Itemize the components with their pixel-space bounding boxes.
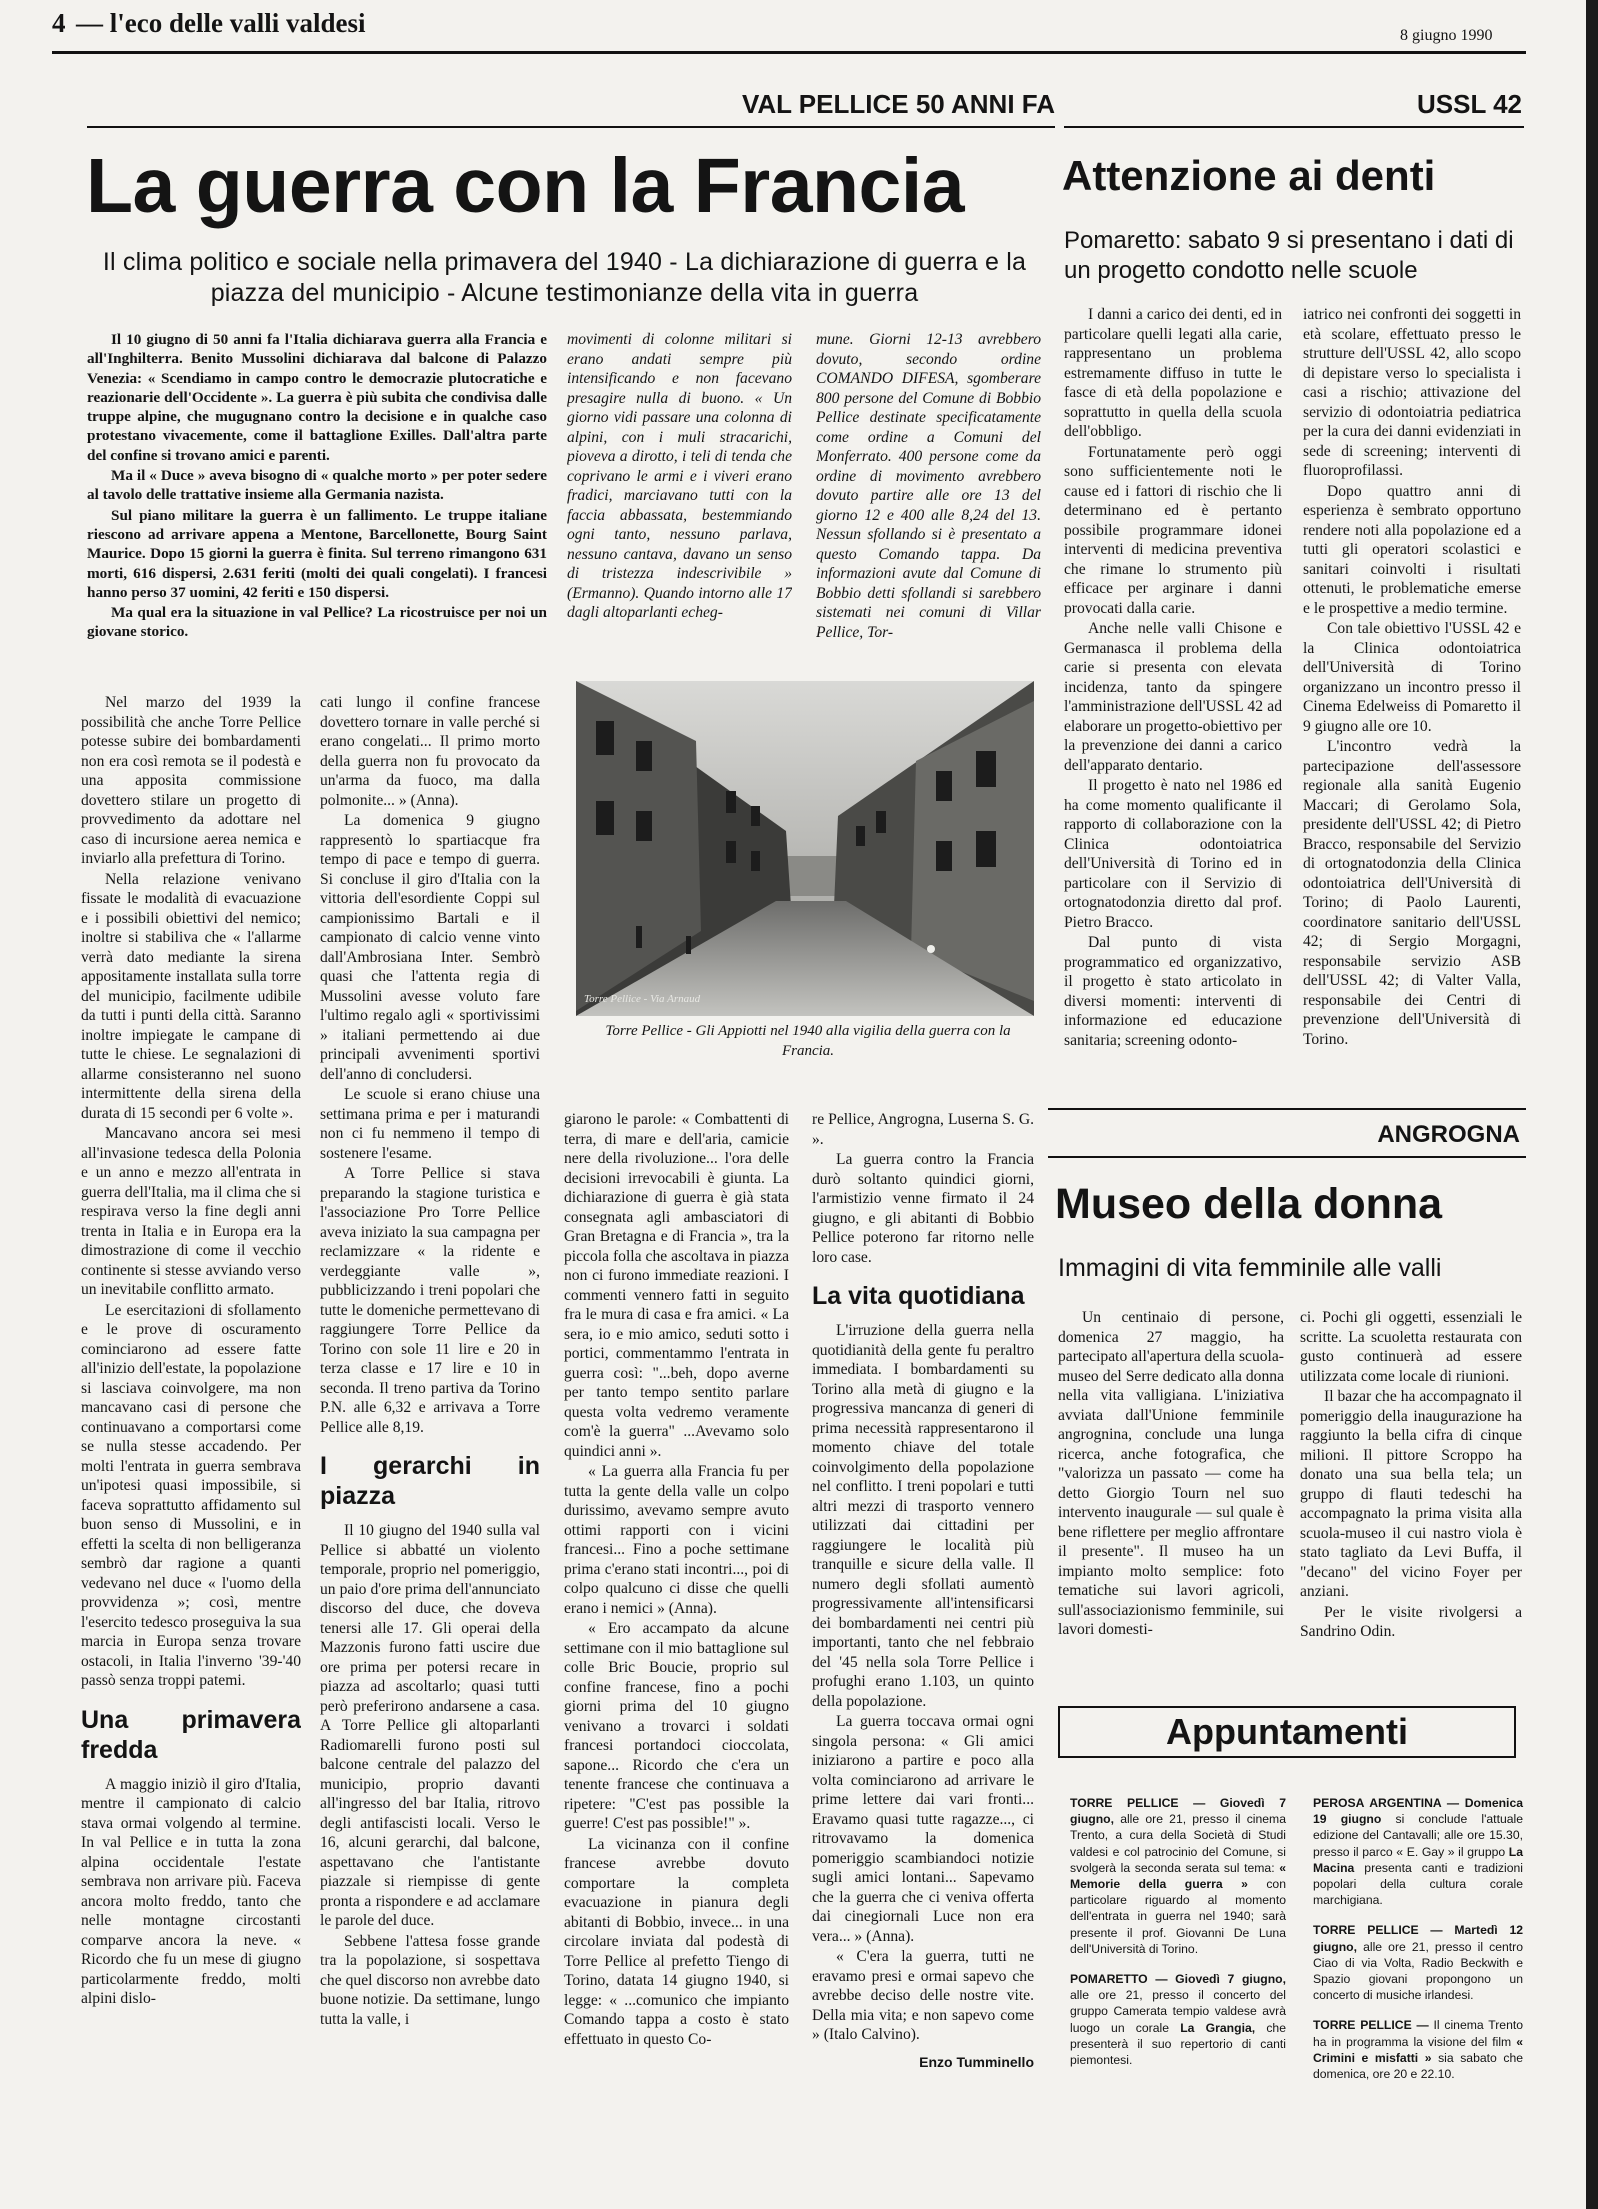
body-paragraph: cati lungo il confine francese dovettero tornare in valle perché si erano congelati... Il primo morto della guerra non fu provocato da un'arma da fuoco, ma dalla polmonite... » (Anna). [320, 694, 540, 809]
event-text: alle ore 21, presso il concerto del gruppo Camerata tempio valdese avrà luogo un corale [1070, 1988, 1286, 2035]
angrogna-column-1 [1058, 1308, 1284, 1666]
event-text: sia sabato che domenica, ore 20 e 22.10. [1313, 2050, 1523, 2082]
event-item [1070, 1795, 1286, 1957]
kicker-rule [87, 126, 1055, 128]
intro-column-1 [87, 330, 547, 682]
body-column-2 [320, 693, 540, 2133]
angrogna-title: Museo della donna [1055, 1180, 1443, 1228]
main-kicker: VAL PELLICE 50 ANNI FA [741, 89, 1055, 119]
body-paragraph: Le scuole si erano chiuse una settimana prima e per i maturandi non ci fu nemmeno il tempo di sostenere l'esame. [320, 1086, 540, 1162]
intro-column-3 [816, 330, 1041, 682]
body-paragraph: Il 10 giugno del 1940 sulla val Pellice si abbatté un violento temporale, proprio nel pomeriggio, un paio d'ore prima dell'annunciato discorso del duce, che doveva tenersi alle 17. Gli operai della Mazzonis furono fatti uscire due ore prima per potersi recare in piazza ad ascoltarlo; quasi tutti però preferirono andarsene a casa. A Torre Pellice gli altoparlanti Radiomarelli furono posti sul balcone centrale del palazzo del municipio, proprio davanti all'ingresso del bar Italia, ritrovo degli antifascisti locali. Verso le 16, alcuni gerarchi, dal balcone, aspettavano che l'antistante piazzale si riempisse di gente pronta a rispondere e ad acclamare le parole del duce. [320, 1522, 540, 1929]
body-paragraph: La vicinanza con il confine francese avrebbe dovuto comportare la completa evacuazione in pianura degli abitanti di Bobbio, invece... in una circolare inviata dal podestà di Torre Pellice al prefetto Tiengo di Torino, datata 14 giugno 1940, si legge: « ...comunico che impianto Comando tappa a costo è stato effettuato in questo Co- [564, 1835, 789, 2048]
ussl-paragraph: Il progetto è nato nel 1986 ed ha come momento qualificante il rapporto di collaborazione con la Clinica odontoiatrica dell'Università di Torino ed in particolare con il Servizio di ortognatodonzia diretto dal prof. Pietro Bracco. [1064, 777, 1282, 931]
angrogna-column-2 [1300, 1308, 1522, 1666]
ussl-title: Attenzione ai denti [1062, 152, 1436, 199]
event-text: con particolare riguardo al momento dell'entrata in guerra nel 1940; sarà presente il prof. Giovanni De Luna dell'Università di Torino. [1070, 1877, 1286, 1956]
body-paragraph: La guerra toccava ormai ogni singola persona: « Gli amici iniziarono a partire e poco alla volta cominciarono ad arrivare le prime lettere dai vari fronti... Eravamo quasi tutte ragazze..., ci ritrovavamo la domenica pomeriggio scambiandoci notizie sugli amici lontani... Sapevamo che la guerra che ci veniva offerta dai cinegiornali Luce non era vera... » (Anna). [812, 1713, 1034, 1945]
ussl-paragraph: Con tale obiettivo l'USSL 42 e la Clinica odontoiatrica dell'Università di Torino organizzano un incontro presso il Cinema Edelweiss di Pomaretto il 9 giugno alle ore 10. [1303, 620, 1521, 735]
subhead-primavera: Una primavera fredda [81, 1705, 301, 1764]
body-paragraph: « C'era la guerra, tutti ne eravamo presi e ormai sapevo che avrebbe deciso delle nostre vite. Della mia vita; e non sapevo come » (Italo Calvino). [812, 1948, 1034, 2043]
street-photo [576, 681, 1034, 1016]
ussl-paragraph: I danni a carico dei denti, ed in particolare quelli legati alla carie, rappresentano un problema estremamente diffuso in tutte le fasce di età della popolazione e soprattutto in quella della scuola dell'obbligo. [1064, 306, 1282, 440]
body-paragraph: La guerra contro la Francia durò soltanto quindici giorni, l'armistizio venne firmato il 24 giugno, e gli abitanti di Bobbio Pellice poterono far ritorno nelle loro case. [812, 1151, 1034, 1266]
event-text: presenta canti e tradizioni popolari della cultura corale marchigiana. [1313, 1860, 1523, 1908]
body-paragraph: A Torre Pellice si stava preparando la stagione turistica e l'associazione Pro Torre Pellice aveva iniziato la sua campagna per reclamizzare « la ridente e verdeggiante valle », pubblicizzando i treni popolari che tutte le domeniche permettevano di raggiungere Torre Pellice da Torino con sole 11 lire e 20 in terza classe e 17 lire e 10 in seconda. Il treno partiva da Torino P.N. alle 6,32 e arrivava a Torre Pellice alle 8,19. [320, 1165, 540, 1436]
event-item [1313, 2017, 1523, 2082]
ussl-column-1 [1064, 305, 1282, 1135]
body-paragraph: La domenica 9 giugno rappresentò lo spartiacque fra tempo di pace e tempo di guerra. Si concluse il giro d'Italia con la vittoria dell'esordiente Coppi sul campionissimo Bartali e il campionato di calcio venne vinto dall'Ambrosiana Inter. Sembrò quasi che l'attenta regia di Mussolini avesse voluto fare l'ultimo regalo agli « sportivissimi » italiani permettendo ai due principali avvenimenti sportivi dell'anno di concludersi. [320, 812, 540, 1083]
event-item [1313, 1795, 1523, 1908]
intro-paragraph: movimenti di colonne militari si erano andati sempre più intensificando e non facevano presagire nulla di buono. « Un giorno vidi passare una colonna di alpini, con i muli stracarichi, pioveva a dirotto, i teli di tenda che coprivano le armi e i viveri erano fradici, marciavano tutti con la faccia abbassata, bestemmiando ogni tanto, nessuno parlava, nessuno cantava, davano un senso di tristezza indescrivibile » (Ermanno). Quando intorno alle 17 dagli altoparlanti echeg- [567, 331, 792, 621]
angrogna-top-rule [1048, 1108, 1526, 1110]
street-photo-drawing [576, 681, 1034, 1016]
angrogna-kicker: ANGROGNA [1377, 1121, 1520, 1148]
body-column-3 [564, 1110, 789, 2133]
event-text: Il cinema Trento ha in programma la visione del film [1313, 2018, 1524, 2049]
angrogna-paragraph: Il bazar che ha accompagnato il pomeriggio della inaugurazione ha raggiunto la bella cifra di cinque milioni. Il pittore Scroppo ha donato una sua bella tela; un gruppo di flauti tedeschi ha accompagnato la prima visita alla scuola-museo il cui nastro viola è stato tagliato da Levi Buffa, il "decano" del vicino Foyer per anziani. [1300, 1388, 1522, 1600]
body-paragraph: A maggio iniziò il giro d'Italia, mentre il campionato di calcio stava ormai volgendo al termine. In val Pellice e in tutta la zona alpina occidentale l'estate sembrava non arrivare più. Faceva ancora molto freddo, tanto che nelle montagne circostanti comparve ancora la neve. « Ricordo che fu un mese di giugno particolarmente freddo, molti alpini dislo- [81, 1775, 301, 2007]
ussl-paragraph: iatrico nei confronti dei soggetti in età scolare, effettuato presso le strutture dell'USSL 42, allo scopo di depistare verso lo specialista i casi a rischio; attivazione del servizio di odontoiatria pediatrica per la cura dei danni evidenziati in sede di screening; interventi di fluoroprofilassi. [1303, 306, 1521, 479]
issue-date: 8 giugno 1990 [1400, 27, 1493, 44]
appuntamenti-right [1313, 1795, 1523, 2096]
event-title: « Memorie della guerra » [1070, 1860, 1286, 1892]
angrogna-kicker-rule [1048, 1156, 1526, 1158]
intro-paragraph: Il 10 giugno di 50 anni fa l'Italia dichiarava guerra alla Francia e all'Inghilterra. Benito Mussolini dichiarava dal balcone di Palazzo Venezia: « Scendiamo in campo contro le democrazie plutocratiche e reazionarie dell'Occidente ». La guerra è più subita che condivisa dalle truppe alpine, che mugugnano contro la decisione e in qualche caso protestano vivacemente, come il battaglione Exilles. Dall'altra parte del confine si trovano amici e parenti. [87, 331, 547, 464]
ussl-paragraph: Dal punto di vista programmatico ed organizzativo, il progetto è stato articolato in diversi momenti: interventi di informazione ed educazione sanitaria; screening odonto- [1064, 934, 1282, 1049]
body-column-1 [81, 693, 301, 2133]
event-place: TORRE PELLICE — [1313, 2018, 1429, 2033]
intro-paragraph: Ma il « Duce » aveva bisogno di « qualche morto » per poter sedere al tavolo delle trattative insieme alla Germania nazista. [87, 467, 547, 504]
body-paragraph: giarono le parole: « Combattenti di terra, di mare e dell'aria, camicie nere della rivoluzione... l'ora delle decisioni irrevocabili è giunta. La dichiarazione di guerra è già stata consegnata agli ambasciatori di Gran Bretagna e di Francia », tra la piccola folla che ascoltava in piazza non ci furono immediate reazioni. I commenti vennero fatti in seguito fra le mura di casa e fra amici. « La sera, io e mio amico, seduti sotto i portici, commentammo l'entrata in guerra così: "...beh, dopo averne per tanto tempo sentito parlare questa volta vedremo veramente com'è la guerra" ...Avevamo solo quindici anni ». [564, 1111, 789, 1460]
intro-paragraph: Sul piano militare la guerra è un fallimento. Le truppe italiane riescono ad arrivare appena a Mentone, Barcellonette, Bourg Saint Maurice. Dopo 15 giorni la guerra è finita. Sul terreno rimangono 631 morti, 616 dispersi, 2.631 feriti (molti dei quali congelati). I francesi hanno perso 37 uomini, 42 feriti e 150 dispersi. [87, 506, 547, 601]
event-text: si conclude l'attuale edizione del Cantavalli; alle ore 15.30, presso il parco « E. Gay » il gruppo [1313, 1812, 1523, 1859]
header-rule [52, 51, 1526, 54]
masthead: — l'eco delle valli valdesi [76, 8, 366, 38]
body-paragraph: re Pellice, Angrogna, Luserna S. G. ». [812, 1111, 1034, 1148]
angrogna-deck: Immagini di vita femminile alle valli [1058, 1254, 1442, 1282]
ussl-paragraph: Fortunatamente però oggi sono sufficientemente noti le cause ed i fattori di rischio che li determinano ed è pertanto possibile programmare idonei interventi di medicina preventiva che rimane lo strumento più efficace per arginare i danni provocati dalla carie. [1064, 443, 1282, 617]
angrogna-paragraph: Un centinaio di persone, domenica 27 maggio, ha partecipato all'apertura della scuola-museo del Serre dedicato alla donna nella vita valligiana. L'iniziativa avviata dall'Unione femminile angrognina, conclude una lunga ricerca, anche fotografica, che "valorizza un passato — come ha detto Giorgio Tourn nel suo intervento inaugurale — sul quale è bene riflettere per meglio affrontare il presente". Il museo ha un impianto molto semplice: foto tematiche sui lavori agricoli, sull'associazionismo femminile, sui lavori domesti- [1058, 1309, 1284, 1638]
body-paragraph: Nel marzo del 1939 la possibilità che anche Torre Pellice potesse subire dei bombardamenti non era così remota se il podestà e una apposita commissione dovettero stilare un progetto di provvedimento da adottare nel caso di incursione aerea nemica e inviarlo alla prefettura di Torino. [81, 694, 301, 867]
photo-inscription: Torre Pellice - Via Arnaud [584, 993, 701, 1005]
event-title: La Grangia, [1180, 2020, 1256, 2035]
body-paragraph: « Ero accampato da alcune settimane con il mio battaglione sul colle Bric Boucie, proprio sul confine francese, fino a pochi giorni prima del 10 giugno venivano a trovarci i soldati francesi portandoci cioccolata, sapone... Ricordo che c'era un tenente francese che continuava a ripetere: "C'est pas possible la guerre! C'est pas possible!" ». [564, 1620, 789, 1832]
event-place: TORRE PELLICE — Martedì 12 giugno, [1313, 1923, 1523, 1954]
ussl-paragraph: Anche nelle valli Chisone e Germanasca il problema della carie si presenta con elevata incidenza, tanto da spingere l'amministrazione dell'USSL 42 ad elaborare un progetto-obiettivo per la prevenzione dei danni a carico dell'apparato dentario. [1064, 620, 1282, 774]
author-signature: Enzo Tumminello [919, 2053, 1034, 2070]
body-paragraph: L'irruzione della guerra nella quotidianità della gente fu peraltro immediata. I bombardamenti su Torino alla metà di giugno e la progressiva mancanza di generi di prima necessità rappresentarono il momento chiave del totale coinvolgimento della popolazione nel conflitto. I treni popolari e tutti altri mezzi di trasporto vennero utilizzati dai cittadini per raggiungere le località più tranquille e sicure della valle. Il numero degli sfollati aumentò progressivamente all'intensificarsi dei bombardamenti nei centri più importanti, tanto che nel febbraio del '45 nella sola Torre Pellice i profughi erano 1.103, un quinto della popolazione. [812, 1322, 1034, 1710]
main-title: La guerra con la Francia [86, 143, 965, 229]
page-number: 4 [52, 8, 66, 38]
ussl-paragraph: L'incontro vedrà la partecipazione dell'assessore regionale alla sanità Eugenio Maccari; di Gerolamo Sola, presidente dell'USSL 42; di Pietro Bracco, responsabile del Servizio di ortognatodonzia della Clinica odontoiatrica dell'Università di Torino; di Paolo Laurenti, coordinatore sanitario dell'USSL 42; di Sergio Morgagni, responsabile servizio ASB dell'USSL 42; di Valter Valla, responsabile dei Centri di prevenzione dell'Università di Torino. [1303, 738, 1521, 1048]
body-column-4 [812, 1110, 1034, 2190]
subhead-vita: La vita quotidiana [812, 1282, 1025, 1310]
photo-caption: Torre Pellice - Gli Appiotti nel 1940 alla vigilia della guerra con la Francia. [605, 1023, 1011, 1059]
page-edge [1586, 0, 1598, 2209]
event-place: POMARETTO — Giovedì 7 giugno, [1070, 1972, 1286, 1987]
event-place: PEROSA ARGENTINA — Domenica 19 giugno [1313, 1796, 1523, 1827]
appuntamenti-box [1058, 1706, 1516, 1758]
event-item [1070, 1971, 1286, 2068]
ussl-kicker: USSL 42 [1416, 89, 1522, 119]
event-text: che presenterà il suo repertorio di canti piemontesi. [1070, 2020, 1286, 2068]
ussl-paragraph: Dopo quattro anni di esperienza è sembrato opportuno rendere noti alla popolazione ed a tutti gli operatori scolastici e sanitari coinvolti i risultati ottenuti, le problematiche emerse e le prospettive a medio termine. [1303, 482, 1521, 617]
intro-paragraph: mune. Giorni 12-13 avrebbero dovuto, secondo ordine COMANDO DIFESA, sgomberare 800 persone del Comune di Bobbio Pellice destinate specificatamente come ordine a Comuni del Monferrato. 400 persone come da ordine di movimento avrebbero dovuto partire alle ore 13 del giorno 12 e 400 alle 8,24 del 13. Nessun sfollando si è presentato a questo Comando tappa. Da informazioni avute dal Comune di Bobbio detti sfollandi si sarebbero sistemati nei comuni di Villar Pellice, Tor- [816, 331, 1041, 641]
ussl-deck: Pomaretto: sabato 9 si presentano i dati di un progetto condotto nelle scuole [1064, 227, 1514, 284]
body-paragraph: Sebbene l'attesa fosse grande tra la popolazione, si sospettava che quel discorso non avrebbe dato buone notizie. Da settimane, lungo tutta la valle, i [320, 1932, 540, 2028]
ussl-kicker-rule [1064, 126, 1524, 128]
ussl-column-2 [1303, 305, 1521, 1135]
angrogna-paragraph: Per le visite rivolgersi a Sandrino Odin. [1300, 1603, 1522, 1640]
event-place: TORRE PELLICE — Giovedì 7 giugno, [1070, 1796, 1286, 1827]
subhead-gerarchi: I gerarchi in piazza [320, 1452, 540, 1510]
intro-column-2 [567, 330, 792, 682]
event-title: « Crimini e misfatti » [1313, 2034, 1523, 2065]
event-title: La Macina [1313, 1844, 1523, 1875]
main-deck: Il clima politico e sociale nella primavera del 1940 - La dichiarazione di guerra e la piazza del municipio - Alcune testimonianze della vita in guerra [102, 248, 1027, 307]
appuntamenti-left [1070, 1795, 1286, 2082]
body-paragraph: Le esercitazioni di sfollamento e le prove di oscuramento cominciarono ad essere fatte all'inizio dell'estate, la popolazione si lasciava coinvolgere, ma non mancavano casi di persone che continuavano a comportarsi come se nulla stesse accadendo. Per molti l'entrata in guerra sembrava un'ipotesi quasi impossibile, si faceva soprattutto affidamento sul buon senso di Mussolini, e in effetti la scelta di non belligeranza sembrò dar ragione a quanti vedevano nel duce « l'uomo della provvidenza »; così, mentre l'esercito tedesco proseguiva la sua marcia in Europa senza trovare ostacoli, in Italia l'inverno '39-'40 passò senza troppi patemi. [81, 1301, 301, 1689]
event-text: alle ore 21, presso il centro Ciao di via Volta, Radio Beckwith e Spazio giovani propongono un concerto di musiche irlandesi. [1313, 1939, 1523, 2003]
event-item [1313, 1922, 1523, 2003]
appuntamenti-title: Appuntamenti [1166, 1711, 1408, 1752]
body-paragraph: Nella relazione venivano fissate le modalità di evacuazione e i possibili obiettivi del nemico; inoltre si stabiliva che « l'allarme verrà dato mediante la sirena appositamente installata sulla torre del municipio, facilmente udibile da tutti i punti della città. Saranno inoltre impiegate le campane di tutte le chiese. Le segnalazioni di allarme consisteranno nel suono intermittente della sirena della durata di 15 secondi per 6 volte ». [81, 870, 301, 1122]
event-text: alle ore 21, presso il cinema Trento, a cura della Società di Studi valdesi e col patrocinio del Comune, si svolgerà la seconda serata sul tema: [1070, 1812, 1286, 1875]
body-paragraph: « La guerra alla Francia fu per tutta la gente della valle un colpo durissimo, avevamo sempre avuto ottimi rapporti con i vicini francesi... Fino a poche settimane prima c'erano stati incontri..., poi di colpo qualcuno ci disse che quelli erano i nemici » (Anna). [564, 1463, 789, 1617]
body-paragraph: Mancavano ancora sei mesi all'invasione tedesca della Polonia e un anno e mezzo all'entrata in guerra dell'Italia, ma il clima che si respirava verso la fine degli anni trenta in Italia e in Europa era la dimostrazione di come il vecchio continente si stesse avviando verso un inevitabile conflitto armato. [81, 1125, 301, 1298]
angrogna-paragraph: ci. Pochi gli oggetti, essenziali le scritte. La scuoletta restaurata con gusto continuerà ad essere utilizzata come locale di riunioni. [1300, 1309, 1522, 1385]
intro-paragraph: Ma qual era la situazione in val Pellice? La ricostruisce per noi un giovane storico. [87, 604, 547, 641]
